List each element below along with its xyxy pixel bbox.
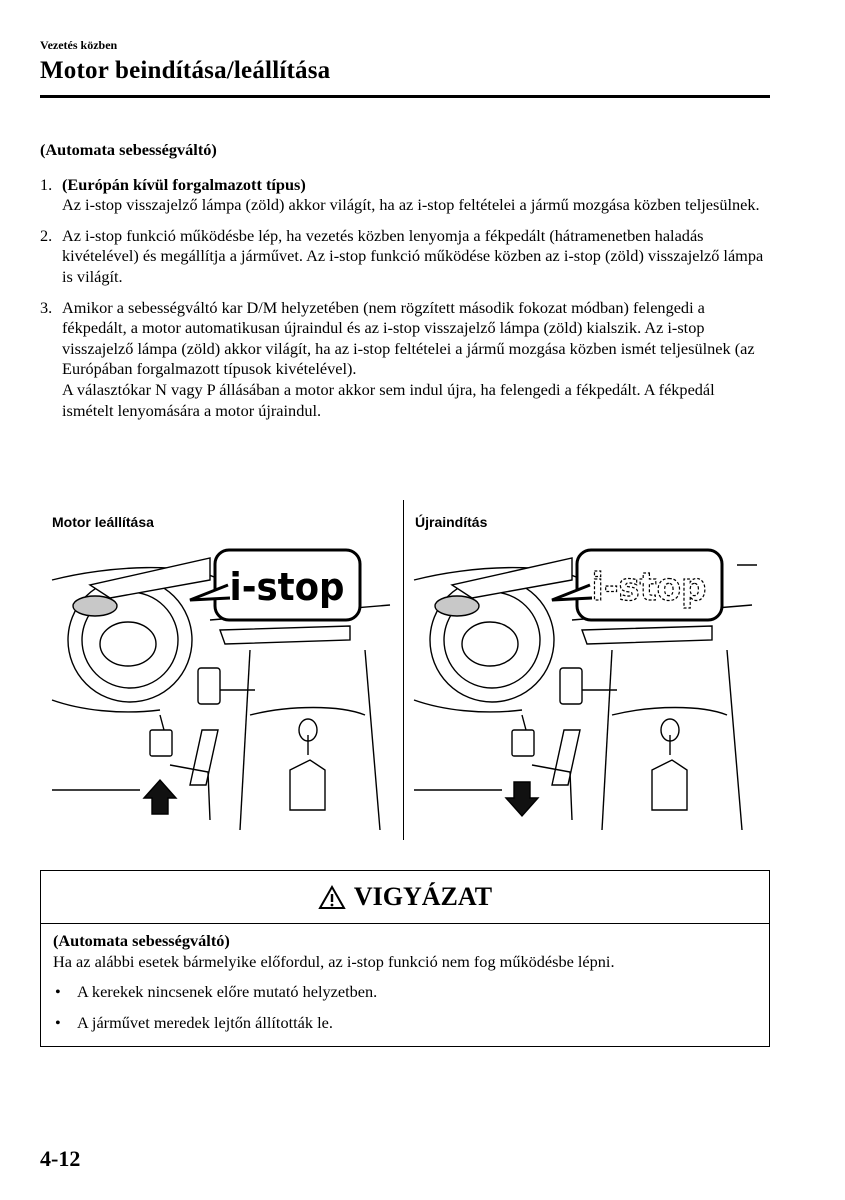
- figures: [40, 500, 770, 840]
- caution-header: [41, 871, 769, 924]
- bullet-text: A járművet meredek lejtőn állították le.: [77, 1012, 333, 1032]
- caution-intro: Ha az alábbi esetek bármelyike előfordul, az i-stop funkció nem fog működésbe lépni.: [53, 951, 615, 971]
- indicator-text-off: i-stop: [591, 565, 707, 609]
- bullet-text: A kerekek nincsenek előre mutató helyzetben.: [77, 982, 378, 1002]
- transmission-subhead: (Automata sebességváltó): [40, 140, 217, 159]
- step-text: Az i-stop funkció működésbe lép, ha vezetés közben lenyomja a fékpedált (hátramenetben haladás kivételével) és megállítja a járművet. Az i-stop funkció működése közben az i-stop (zöld) visszajelző lámpa is világít.: [62, 225, 764, 286]
- main-content: [40, 140, 770, 431]
- step-lead: (Európán kívül forgalmazott típus): [62, 174, 306, 194]
- step-number: 2.: [40, 225, 53, 245]
- section-label: Vezetés közben: [40, 38, 118, 52]
- caution-list: [53, 982, 757, 1033]
- list-item: [53, 1013, 757, 1034]
- indicator-text-lit: i-stop: [229, 565, 345, 609]
- step-number: 1.: [40, 174, 53, 194]
- figure-caption-stop: Motor leállítása: [52, 514, 154, 530]
- caution-subhead: (Automata sebességváltó): [53, 931, 230, 950]
- bullet-icon: •: [55, 1012, 61, 1032]
- bullet-icon: •: [55, 982, 61, 1002]
- list-item: [53, 982, 757, 1003]
- warning-triangle-icon: [318, 885, 346, 910]
- page-number: 4-12: [40, 1146, 81, 1171]
- caution-title: VIGYÁZAT: [353, 882, 493, 911]
- step-text: Amikor a sebességváltó kar D/M helyzetében (nem rögzített második fokozat módban) felengedi a fékpedált, a motor automatikusan újraindul és az i-stop visszajelző lámpa (zöld) kialszik. Az i-stop visszajelző lámpa (zöld) akkor világít, ha az i-stop feltételei a jármű mozgása közben ismét teljesülnek (az Európában forgalmazott típusok kivételével).: [62, 297, 755, 379]
- page-title: Motor beindítása/leállítása: [40, 57, 331, 84]
- step-1: [40, 175, 770, 216]
- caution-body: [41, 924, 769, 1033]
- title-rule: [40, 95, 770, 98]
- engine-stop-illustration: [50, 540, 395, 830]
- caution-box: [40, 870, 770, 1047]
- step-text-2: A választókar N vagy P állásában a motor akkor sem indul újra, ha felengedi a fékpedált. A fékpedál ismételt lenyomására a motor újraindul.: [62, 379, 715, 420]
- figure-divider: [403, 500, 404, 840]
- step-3: [40, 298, 770, 422]
- step-2: [40, 226, 770, 288]
- steps-list: [40, 175, 770, 422]
- figure-caption-restart: Újraindítás: [415, 514, 488, 530]
- step-number: 3.: [40, 297, 53, 317]
- restart-illustration: [412, 540, 757, 830]
- step-text: Az i-stop visszajelző lámpa (zöld) akkor világít, ha az i-stop feltételei a jármű mozgása közben teljesülnek.: [62, 195, 760, 215]
